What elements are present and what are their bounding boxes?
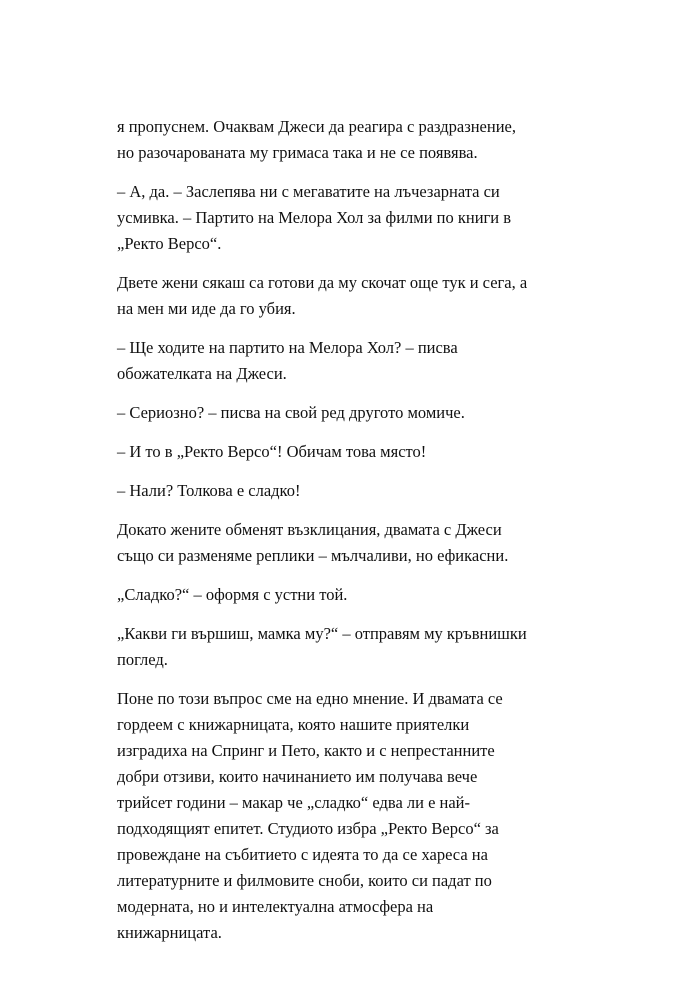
paragraph: – Нали? Толкова е сладко! xyxy=(117,481,301,500)
paragraph: Поне по този въпрос сме на едно мнение. И двамата се гордеем с книжарницата, която нашите приятелки изградиха на Спринг и Пето, както и с непрестанните добри отзиви, които начинанието им получава вече трийсет години – макар че „сладко“ едва ли е най- подходящият епитет. Студиото избра „Ректо Версо“ за провеждане на събитието с идеята то да се хареса на литературните и филмовите сноби, които си падат по модерната, но и интелектуална атмосфера на книжарницата. xyxy=(117,689,503,942)
paragraph: „Сладко?“ – оформя с устни той. xyxy=(117,585,348,604)
document-page xyxy=(117,114,597,959)
paragraph: „Какви ги вършиш, мамка му?“ – отправям му кръвнишки поглед. xyxy=(117,624,527,669)
paragraph: – А, да. – Заслепява ни с мегаватите на лъчезарната си усмивка. – Партито на Мелора Хол за филми по книги в „Ректо Версо“. xyxy=(117,182,512,253)
paragraph: Двете жени сякаш са готови да му скочат още тук и сега, а на мен ми иде да го убия. xyxy=(117,273,528,318)
paragraph: – Ще ходите на партито на Мелора Хол? – писва обожателката на Джеси. xyxy=(117,338,458,383)
paragraph: – И то в „Ректо Версо“! Обичам това място! xyxy=(117,442,427,461)
paragraph: Докато жените обменят възклицания, двамата с Джеси също си разменяме реплики – мълчаливи, но ефикасни. xyxy=(117,520,509,565)
paragraph: – Сериозно? – писва на свой ред другото момиче. xyxy=(117,403,465,422)
paragraph: я пропуснем. Очаквам Джеси да реагира с раздразнение, но разочарованата му гримаса така и не се появява. xyxy=(117,117,516,162)
